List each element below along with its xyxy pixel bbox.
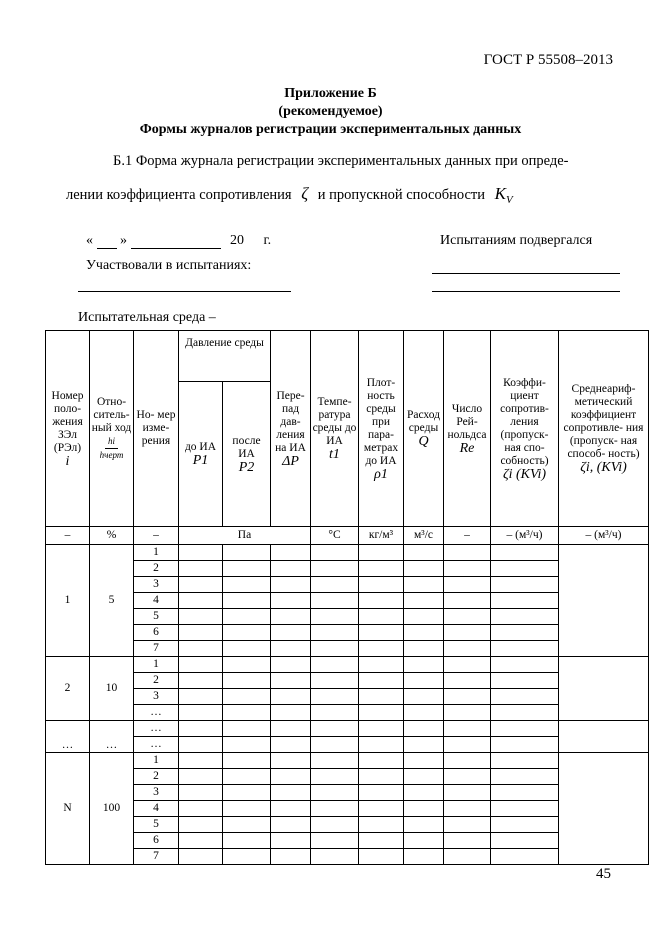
data-cell[interactable]: [311, 641, 359, 657]
data-cell[interactable]: [404, 641, 444, 657]
measurement-cell: 5: [134, 609, 179, 625]
data-cell[interactable]: [359, 817, 404, 833]
data-cell[interactable]: [444, 593, 491, 609]
data-cell[interactable]: [491, 673, 559, 689]
unit-cell: –: [444, 527, 491, 545]
data-cell[interactable]: [491, 657, 559, 673]
data-cell[interactable]: [444, 561, 491, 577]
data-cell[interactable]: [271, 689, 311, 705]
data-cell[interactable]: [359, 705, 404, 721]
relative-stroke-cell: 100: [90, 753, 134, 865]
section-line-2: [66, 184, 613, 206]
data-cell[interactable]: [359, 657, 404, 673]
table-row: [46, 721, 649, 737]
data-cell[interactable]: [223, 689, 271, 705]
measurement-cell: 1: [134, 753, 179, 769]
data-cell[interactable]: [179, 673, 223, 689]
appendix-subtitle: Формы журналов регистрации экспериментальных данных: [139, 122, 522, 137]
relative-stroke-cell: …: [90, 721, 134, 753]
data-cell[interactable]: [359, 737, 404, 753]
measurement-cell: 6: [134, 833, 179, 849]
position-cell: …: [46, 721, 90, 753]
data-cell[interactable]: [271, 769, 311, 785]
data-cell[interactable]: [179, 593, 223, 609]
participants-line: [78, 291, 291, 292]
data-cell[interactable]: [311, 561, 359, 577]
data-cell[interactable]: [223, 657, 271, 673]
data-cell[interactable]: [444, 753, 491, 769]
table-row: [46, 625, 649, 641]
col-pressure: Давление среды: [179, 331, 271, 382]
data-cell[interactable]: [223, 625, 271, 641]
data-cell[interactable]: [444, 545, 491, 561]
data-cell[interactable]: [179, 641, 223, 657]
col-relative-stroke: Отно- ситель- ный ход hi hчерт: [90, 331, 134, 527]
table-row: [46, 817, 649, 833]
data-cell[interactable]: [359, 561, 404, 577]
data-cell[interactable]: [311, 689, 359, 705]
measurement-cell: 2: [134, 561, 179, 577]
data-cell[interactable]: [491, 625, 559, 641]
data-cell[interactable]: [271, 577, 311, 593]
data-cell[interactable]: [271, 721, 311, 737]
data-cell[interactable]: [359, 769, 404, 785]
average-cell[interactable]: [559, 753, 649, 865]
data-cell[interactable]: [404, 753, 444, 769]
table-row: [46, 849, 649, 865]
data-cell[interactable]: [491, 593, 559, 609]
section-line-1: Б.1 Форма журнала регистрации экспериментальных данных при опреде-: [113, 153, 569, 169]
measurement-cell: …: [134, 737, 179, 753]
data-cell[interactable]: [359, 641, 404, 657]
data-cell[interactable]: [404, 721, 444, 737]
data-cell[interactable]: [271, 705, 311, 721]
data-cell[interactable]: [359, 689, 404, 705]
unit-cell: –: [134, 527, 179, 545]
table-row: [46, 609, 649, 625]
data-cell[interactable]: [271, 641, 311, 657]
data-cell[interactable]: [223, 769, 271, 785]
data-cell[interactable]: [444, 833, 491, 849]
data-cell[interactable]: [359, 801, 404, 817]
unit-cell: °С: [311, 527, 359, 545]
data-cell[interactable]: [271, 673, 311, 689]
data-cell[interactable]: [179, 561, 223, 577]
unit-cell: Па: [179, 527, 311, 545]
data-cell[interactable]: [444, 817, 491, 833]
data-cell[interactable]: [179, 801, 223, 817]
data-cell[interactable]: [223, 753, 271, 769]
kv-subscript: V: [506, 193, 513, 206]
data-cell[interactable]: [491, 737, 559, 753]
table-row: [46, 689, 649, 705]
measurement-cell: 7: [134, 641, 179, 657]
date-field: [86, 233, 271, 249]
data-cell[interactable]: [404, 705, 444, 721]
data-cell[interactable]: [404, 833, 444, 849]
data-cell[interactable]: [223, 801, 271, 817]
data-cell[interactable]: [404, 673, 444, 689]
data-cell[interactable]: [444, 657, 491, 673]
data-cell[interactable]: [491, 577, 559, 593]
table-row: [46, 785, 649, 801]
journal-table: [45, 330, 649, 865]
data-cell[interactable]: [179, 817, 223, 833]
data-cell[interactable]: [404, 801, 444, 817]
data-cell[interactable]: [444, 577, 491, 593]
col-reynolds: Число Рей- нольдса Re: [444, 331, 491, 527]
data-cell[interactable]: [179, 785, 223, 801]
position-cell: 2: [46, 657, 90, 721]
data-cell[interactable]: [404, 625, 444, 641]
year-suffix: г.: [263, 233, 272, 248]
data-cell[interactable]: [359, 849, 404, 865]
standard-code: ГОСТ Р 55508–2013: [483, 52, 613, 68]
data-cell[interactable]: [491, 689, 559, 705]
data-cell[interactable]: [311, 593, 359, 609]
data-cell[interactable]: [404, 817, 444, 833]
data-cell[interactable]: [444, 673, 491, 689]
position-cell: N: [46, 753, 90, 865]
data-cell[interactable]: [179, 737, 223, 753]
table-row: [46, 737, 649, 753]
col-position: Номер поло- жения ЗЭл (РЭл) i: [46, 331, 90, 527]
data-cell[interactable]: [404, 609, 444, 625]
data-cell[interactable]: [359, 833, 404, 849]
data-cell[interactable]: [311, 609, 359, 625]
measurement-cell: 3: [134, 577, 179, 593]
data-cell[interactable]: [491, 801, 559, 817]
tested-line-2: [432, 291, 620, 292]
data-cell[interactable]: [179, 721, 223, 737]
table-row: [46, 673, 649, 689]
data-cell[interactable]: [271, 561, 311, 577]
data-cell[interactable]: [444, 609, 491, 625]
data-cell[interactable]: [491, 641, 559, 657]
data-cell[interactable]: [444, 785, 491, 801]
zeta-symbol: ζ: [301, 184, 309, 203]
table-row: [46, 545, 649, 561]
kv-symbol: K: [494, 184, 506, 203]
data-cell[interactable]: [444, 849, 491, 865]
data-cell[interactable]: [179, 849, 223, 865]
table-row: [46, 593, 649, 609]
data-cell[interactable]: [311, 785, 359, 801]
data-cell[interactable]: [271, 593, 311, 609]
col-temperature: Темпе- ратура среды до ИА t1: [311, 331, 359, 527]
col-pressure-drop: Пере- пад дав- ления на ИА ΔP: [271, 331, 311, 527]
table-row: [46, 801, 649, 817]
relative-stroke-cell: 5: [90, 545, 134, 657]
data-cell[interactable]: [223, 593, 271, 609]
section-text-b: и пропускной способности: [317, 187, 486, 203]
data-cell[interactable]: [223, 609, 271, 625]
data-cell[interactable]: [311, 769, 359, 785]
col-coefficient: Коэффи- циент сопротив- ления (пропуск- ная спо- собность) ζi (KVi): [491, 331, 559, 527]
data-cell[interactable]: [311, 577, 359, 593]
data-cell[interactable]: [271, 817, 311, 833]
data-cell[interactable]: [179, 657, 223, 673]
data-cell[interactable]: [491, 785, 559, 801]
page-number: 45: [596, 866, 611, 882]
table-row: [46, 833, 649, 849]
data-cell[interactable]: [179, 833, 223, 849]
data-cell[interactable]: [311, 833, 359, 849]
measurement-cell: 7: [134, 849, 179, 865]
quote-open: «: [86, 233, 93, 248]
data-cell[interactable]: [404, 593, 444, 609]
data-cell[interactable]: [444, 705, 491, 721]
measurement-cell: 2: [134, 769, 179, 785]
data-cell[interactable]: [271, 849, 311, 865]
data-cell[interactable]: [444, 641, 491, 657]
data-cell[interactable]: [223, 737, 271, 753]
data-cell[interactable]: [311, 705, 359, 721]
data-cell[interactable]: [444, 801, 491, 817]
data-cell[interactable]: [311, 625, 359, 641]
data-cell[interactable]: [311, 801, 359, 817]
data-cell[interactable]: [223, 785, 271, 801]
table-row: [46, 577, 649, 593]
data-cell[interactable]: [491, 769, 559, 785]
data-cell[interactable]: [179, 705, 223, 721]
data-cell[interactable]: [359, 753, 404, 769]
measurement-cell: 4: [134, 801, 179, 817]
data-cell[interactable]: [223, 849, 271, 865]
data-cell[interactable]: [359, 785, 404, 801]
data-cell[interactable]: [179, 769, 223, 785]
col-p1: до ИА P1: [179, 382, 223, 527]
data-cell[interactable]: [271, 625, 311, 641]
data-cell[interactable]: [223, 817, 271, 833]
measurement-cell: 6: [134, 625, 179, 641]
average-cell[interactable]: [559, 657, 649, 721]
data-cell[interactable]: [179, 625, 223, 641]
data-cell[interactable]: [491, 753, 559, 769]
data-cell[interactable]: [223, 721, 271, 737]
data-cell[interactable]: [404, 737, 444, 753]
data-cell[interactable]: [491, 609, 559, 625]
data-cell[interactable]: [271, 833, 311, 849]
col-average: Среднеариф- метический коэффициент сопротивле- ния (пропуск- ная способ- ность) ζi, (KVi): [559, 331, 649, 527]
data-cell[interactable]: [444, 769, 491, 785]
unit-cell: –: [46, 527, 90, 545]
data-cell[interactable]: [223, 561, 271, 577]
position-cell: 1: [46, 545, 90, 657]
data-cell[interactable]: [444, 721, 491, 737]
table-row: [46, 705, 649, 721]
data-cell[interactable]: [359, 593, 404, 609]
data-cell[interactable]: [359, 577, 404, 593]
table-row: [46, 657, 649, 673]
tested-line: [432, 273, 620, 274]
measurement-cell: 4: [134, 593, 179, 609]
data-cell[interactable]: [359, 673, 404, 689]
col-density: Плот- ность среды при пара- метрах до ИА ρ1: [359, 331, 404, 527]
quote-close: »: [120, 233, 127, 248]
appendix-title: Приложение Б: [284, 86, 377, 101]
data-cell[interactable]: [359, 609, 404, 625]
col-measurement: Но- мер изме- рения: [134, 331, 179, 527]
data-cell[interactable]: [311, 673, 359, 689]
unit-cell: – (м³/ч): [491, 527, 559, 545]
data-cell[interactable]: [179, 609, 223, 625]
measurement-cell: 1: [134, 657, 179, 673]
data-cell[interactable]: [271, 657, 311, 673]
data-cell[interactable]: [311, 849, 359, 865]
data-cell[interactable]: [179, 577, 223, 593]
measurement-cell: …: [134, 721, 179, 737]
data-cell[interactable]: [311, 737, 359, 753]
data-cell[interactable]: [404, 785, 444, 801]
tested-label: Испытаниям подвергался: [440, 233, 593, 248]
data-cell[interactable]: [271, 609, 311, 625]
col-p2: после ИА P2: [223, 382, 271, 527]
data-cell[interactable]: [271, 737, 311, 753]
data-cell[interactable]: [491, 721, 559, 737]
data-cell[interactable]: [311, 545, 359, 561]
data-cell[interactable]: [404, 689, 444, 705]
average-cell[interactable]: [559, 721, 649, 753]
data-cell[interactable]: [223, 705, 271, 721]
average-cell[interactable]: [559, 545, 649, 657]
data-cell[interactable]: [271, 785, 311, 801]
table-row: [46, 561, 649, 577]
data-cell[interactable]: [179, 689, 223, 705]
data-cell[interactable]: [491, 833, 559, 849]
data-cell[interactable]: [444, 689, 491, 705]
units-row: [46, 527, 649, 545]
relative-stroke-cell: 10: [90, 657, 134, 721]
data-cell[interactable]: [179, 545, 223, 561]
data-cell[interactable]: [491, 545, 559, 561]
data-cell[interactable]: [223, 641, 271, 657]
data-cell[interactable]: [223, 577, 271, 593]
data-cell[interactable]: [311, 657, 359, 673]
medium-label: Испытательная среда –: [78, 310, 216, 325]
data-cell[interactable]: [444, 625, 491, 641]
unit-cell: – (м³/ч): [559, 527, 649, 545]
unit-cell: %: [90, 527, 134, 545]
data-cell[interactable]: [311, 817, 359, 833]
measurement-cell: 3: [134, 785, 179, 801]
data-cell[interactable]: [311, 753, 359, 769]
data-cell[interactable]: [491, 705, 559, 721]
data-cell[interactable]: [491, 849, 559, 865]
data-cell[interactable]: [223, 545, 271, 561]
measurement-cell: 1: [134, 545, 179, 561]
data-cell[interactable]: [491, 817, 559, 833]
appendix-status: (рекомендуемое): [278, 104, 383, 119]
table-row: [46, 769, 649, 785]
participants-label: Участвовали в испытаниях:: [86, 258, 252, 273]
measurement-cell: 3: [134, 689, 179, 705]
data-cell[interactable]: [491, 561, 559, 577]
data-cell[interactable]: [404, 577, 444, 593]
section-text-a: лении коэффициента сопротивления: [66, 187, 292, 203]
data-cell[interactable]: [444, 737, 491, 753]
col-flow: Расход среды Q: [404, 331, 444, 527]
data-cell[interactable]: [404, 545, 444, 561]
table-row: [46, 641, 649, 657]
year-prefix: 20: [230, 233, 244, 248]
data-cell[interactable]: [223, 833, 271, 849]
data-cell[interactable]: [359, 545, 404, 561]
data-cell[interactable]: [404, 561, 444, 577]
unit-cell: кг/м³: [359, 527, 404, 545]
unit-cell: м³/с: [404, 527, 444, 545]
data-cell[interactable]: [359, 721, 404, 737]
data-cell[interactable]: [271, 753, 311, 769]
data-cell[interactable]: [271, 545, 311, 561]
data-cell[interactable]: [404, 849, 444, 865]
data-cell[interactable]: [271, 801, 311, 817]
data-cell[interactable]: [311, 721, 359, 737]
data-cell[interactable]: [404, 657, 444, 673]
data-cell[interactable]: [359, 625, 404, 641]
data-cell[interactable]: [179, 753, 223, 769]
data-cell[interactable]: [223, 673, 271, 689]
measurement-cell: …: [134, 705, 179, 721]
data-cell[interactable]: [404, 769, 444, 785]
table-row: [46, 753, 649, 769]
measurement-cell: 5: [134, 817, 179, 833]
measurement-cell: 2: [134, 673, 179, 689]
